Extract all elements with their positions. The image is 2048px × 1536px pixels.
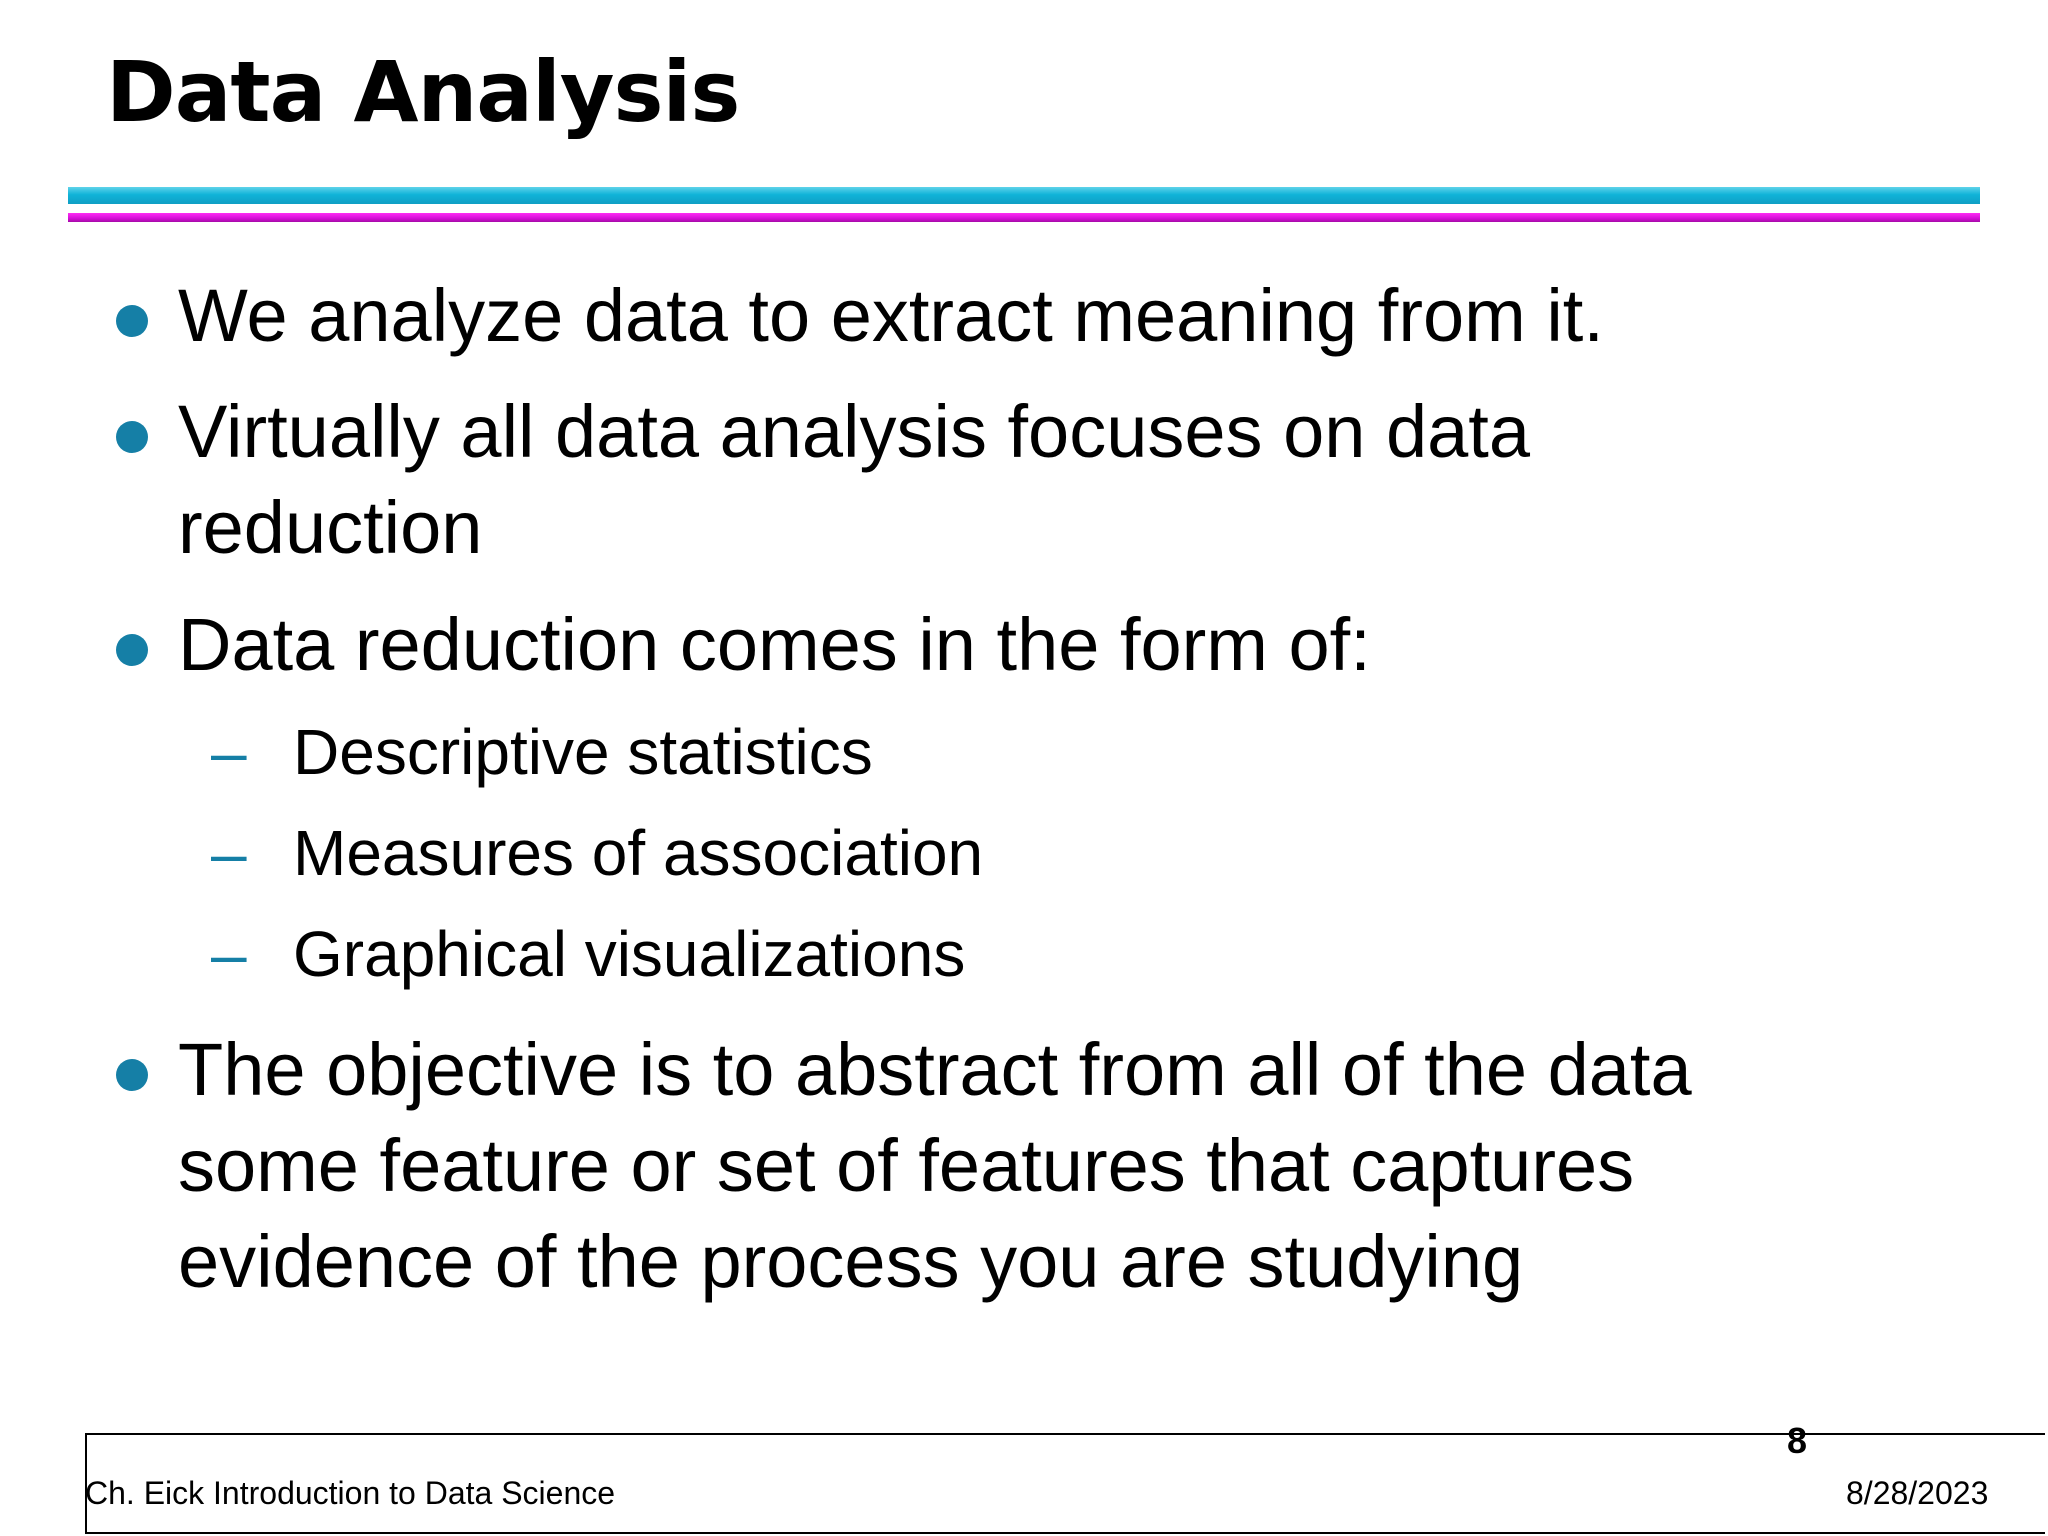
dash-icon: – bbox=[211, 716, 247, 788]
title-rule-cyan bbox=[68, 187, 1980, 204]
page-number: 8 bbox=[1787, 1420, 1808, 1461]
title-rule-magenta bbox=[68, 213, 1980, 222]
bullet-dot-icon bbox=[116, 634, 148, 666]
bullet-text: We analyze data to extract meaning from it. bbox=[178, 274, 1604, 357]
slide-title: Data Analysis bbox=[106, 43, 740, 141]
bullet-item bbox=[178, 268, 1958, 364]
bullet-text-continuation: evidence of the process you are studying bbox=[178, 1220, 1524, 1303]
bullet-item bbox=[178, 597, 1958, 693]
sub-bullet-item bbox=[211, 712, 873, 792]
sub-bullet-text: Descriptive statistics bbox=[293, 716, 873, 788]
dash-icon: – bbox=[211, 817, 247, 889]
dash-icon: – bbox=[211, 918, 247, 990]
sub-bullet-item bbox=[211, 914, 966, 994]
bullet-dot-icon bbox=[116, 1059, 148, 1091]
bullet-text: The objective is to abstract from all of the data bbox=[178, 1028, 1692, 1111]
footer-course-label: Ch. Eick Introduction to Data Science bbox=[85, 1475, 616, 1511]
bullet-item bbox=[178, 1022, 1958, 1310]
bullet-dot-icon bbox=[116, 421, 148, 453]
sub-bullet-item bbox=[211, 813, 984, 893]
bullet-text: Data reduction comes in the form of: bbox=[178, 603, 1371, 686]
bullet-dot-icon bbox=[116, 305, 148, 337]
bullet-text-continuation: some feature or set of features that captures bbox=[178, 1124, 1635, 1207]
footer-date: 8/28/2023 bbox=[1846, 1475, 1989, 1511]
bullet-text: Virtually all data analysis focuses on data bbox=[178, 390, 1530, 473]
bullet-text-continuation: reduction bbox=[178, 486, 483, 569]
sub-bullet-text: Graphical visualizations bbox=[293, 918, 966, 990]
bullet-item bbox=[178, 384, 1958, 576]
sub-bullet-text: Measures of association bbox=[293, 817, 984, 889]
